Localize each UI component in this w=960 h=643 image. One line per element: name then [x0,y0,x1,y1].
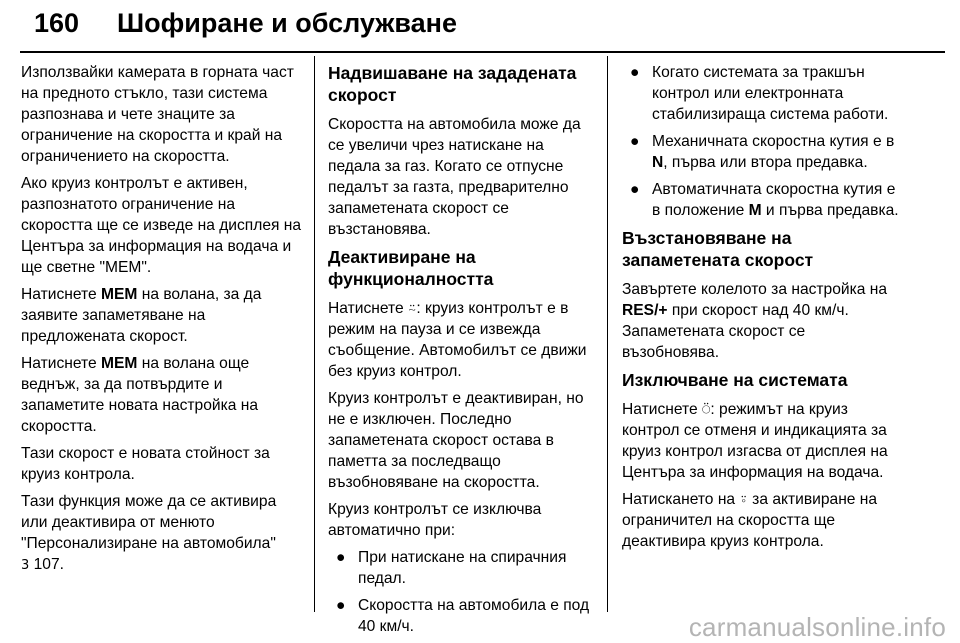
gear-m-label: M [748,202,762,219]
bullet-icon: ● [336,549,346,566]
column-3 [622,62,902,558]
list-item: ● Когато системата за тракшън контрол или електронната стабилизираща система работи. [630,64,889,123]
paragraph: Натискането на ⍤ за активиране на ограничител на скоростта ще деактивира круиз контрола. [622,491,878,550]
mem-key-label: MEM [100,286,138,303]
cruise-off-icon: ⍥ [701,401,711,417]
paragraph: Използвайки камерата в горната част на предното стъкло, тази система разпознава и чете знаците за ограничение на скоростта и край на ограничението на скоростта. [21,64,294,165]
mem-key-label: MEM [100,355,138,372]
list-item: ● Автоматичната скоростна кутия е в положение M и първа предавка. [630,181,899,219]
cruise-pause-icon: ⍨ [407,300,417,316]
list-item: ● Скоростта на автомобила е под 40 км/ч. [336,597,590,635]
paragraph: Круиз контролът се изключва автоматично при: [328,501,542,539]
paragraph: Завъртете колелото за настройка на RES/+ при скорост над 40 км/ч. Запаметената скорост се възобновява. [622,281,888,361]
watermark: carmanualsonline.info [688,612,946,642]
bullet-icon: ● [336,597,346,614]
section-heading: Деактивиране на функционалността [328,247,494,289]
bullet-icon: ● [630,133,640,150]
paragraph: Тази функция може да се активира или деактивира от менюто "Персонализиране на автомобила" 3 107. [21,493,277,573]
paragraph: Натиснете ⍨: круиз контролът е в режим на пауза и се извежда съобщение. Автомобилът се движи без круиз контрол. [328,300,587,380]
paragraph: Ако круиз контролът е активен, разпознатото ограничение на скоростта ще се изведе на дисплея на Центъра за информация на водача и ще светне "MEM". [21,175,302,276]
list-item: ● Механичната скоростна кутия е в N, първа или втора предавка. [630,133,895,171]
bullet-icon: ● [630,64,640,81]
column-1 [21,62,303,582]
header-rule [20,51,945,53]
res-key-label: RES/+ [622,302,668,319]
section-heading: Надвишаване на зададената скорост [328,63,577,105]
paragraph: Натиснете MEM на волана, за да заявите запаметяване на предложената скорост. [21,286,262,345]
page-header [0,0,960,52]
paragraph: Натиснете ⍥: режимът на круиз контрол се отменя и индикацията за круиз контрол изгасва от дисплея на Центъра за информация на водача. [622,401,888,481]
gear-n-label: N [652,154,664,171]
page-reference-icon: 3 [21,558,30,573]
paragraph: Тази скорост е новата стойност за круиз контрола. [21,445,270,483]
column-divider-2 [607,56,608,612]
section-heading: Изключване на системата [622,370,848,390]
list-item: ● При натискане на спирачния педал. [336,549,567,587]
column-2 [328,62,596,643]
bullet-list [622,62,902,221]
bullet-list [328,547,596,637]
section-heading: Възстановяване на запаметената скорост [622,228,814,270]
paragraph: Круиз контролът е деактивиран, но не е изключен. Последно запаметената скорост остава в паметта за последващо възобновяване на скоростта. [328,390,584,491]
paragraph: Натиснете MEM на волана още веднъж, за да потвърдите и запаметите новата настройка на скоростта. [21,355,259,435]
running-title: Шофиране и обслужване [117,8,457,38]
column-divider-1 [314,56,315,612]
speed-limiter-icon: ⍤ [739,491,748,507]
bullet-icon: ● [630,181,640,198]
paragraph: Скоростта на автомобила може да се увеличи чрез натискане на педала за газ. Когато се отпусне педалът за газта, предварително запаметената скорост се възстановява. [328,116,581,238]
page-number: 160 [34,8,80,38]
page-reference-link[interactable]: 107. [29,556,64,573]
